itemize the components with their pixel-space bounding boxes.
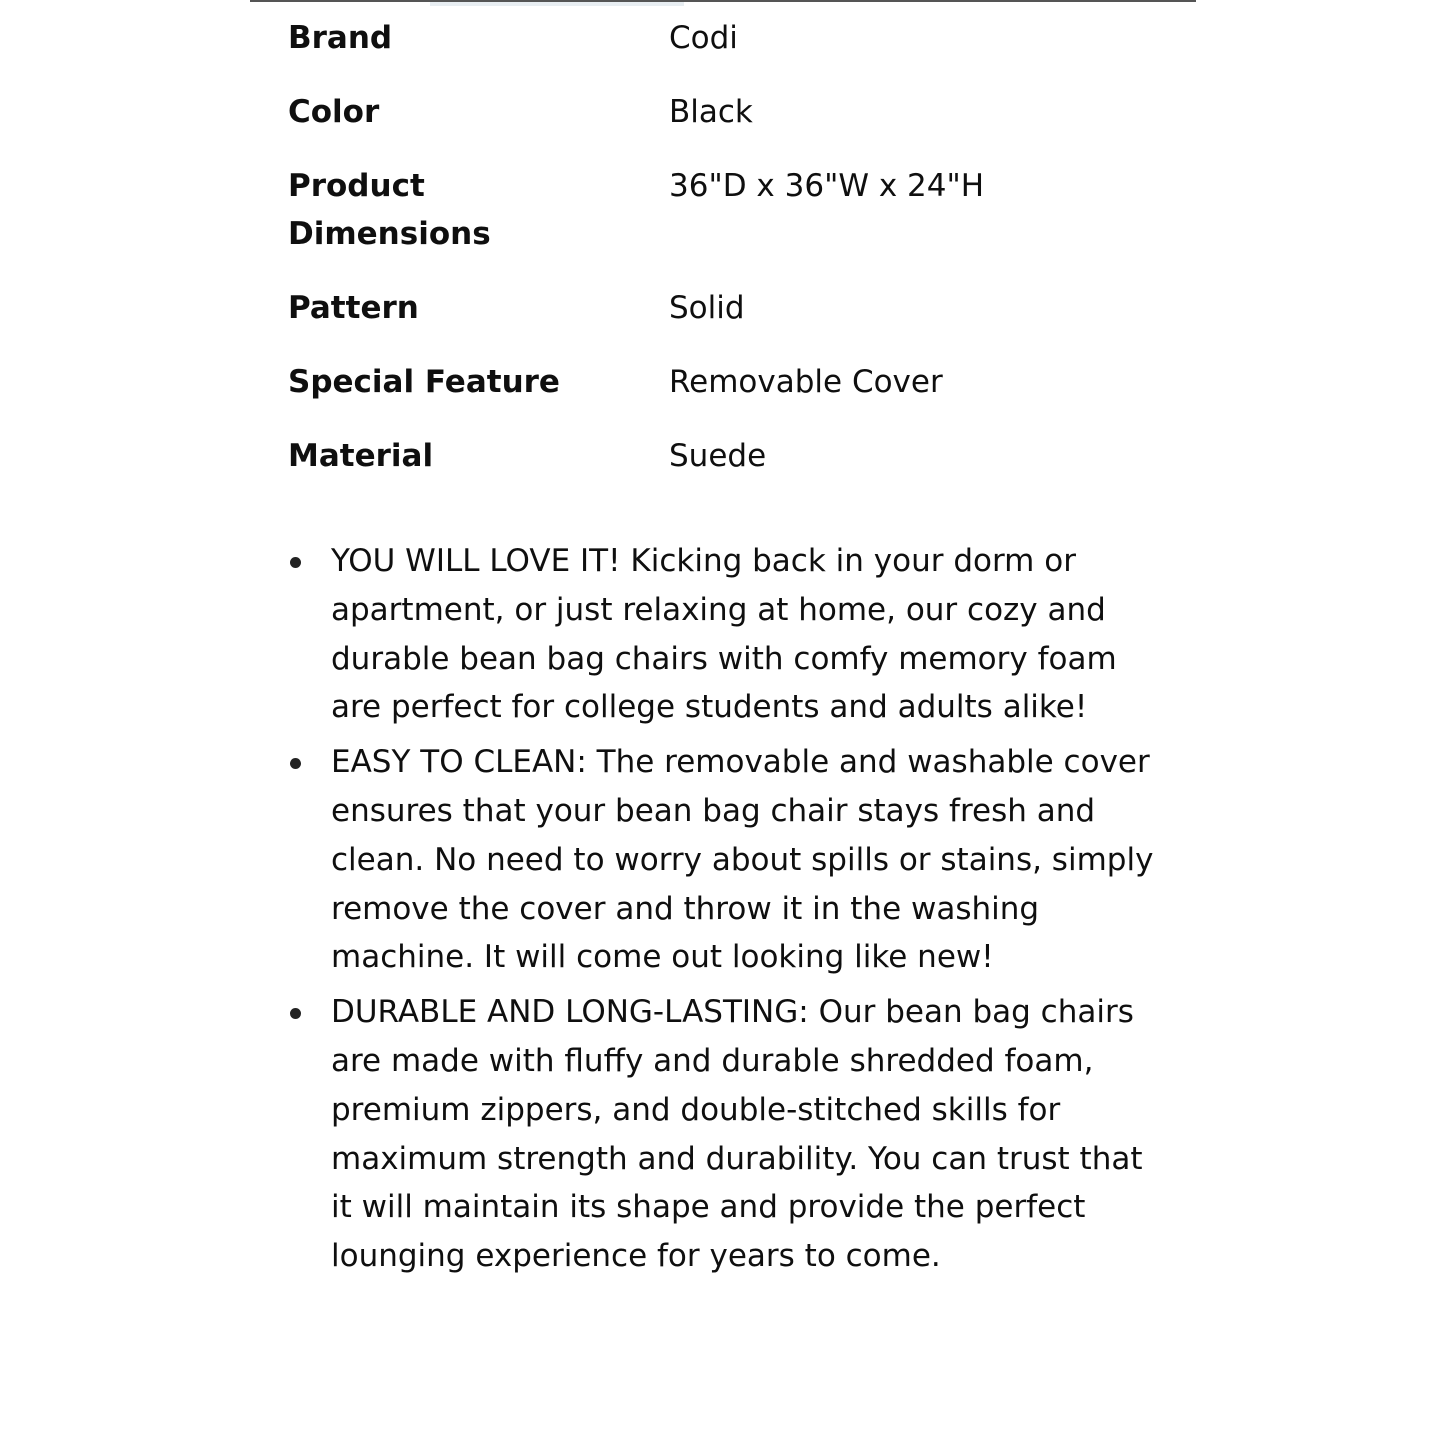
top-divider — [250, 0, 1196, 2]
spec-value: Codi — [669, 20, 738, 56]
spec-label: Pattern — [288, 290, 419, 326]
bullet-icon — [290, 758, 301, 769]
spec-row-special-feature — [288, 358, 1168, 406]
spec-row-material — [288, 432, 1168, 480]
about-this-item-list — [288, 537, 1168, 1287]
product-details-table — [288, 14, 1168, 506]
spec-value: 36"D x 36"W x 24"H — [669, 168, 985, 204]
list-item — [288, 738, 1168, 982]
bullet-text: EASY TO CLEAN: The removable and washable cover ensures that your bean bag chair stays fresh and clean. No need to worry about spills or stains, simply remove the cover and throw it in the washing machine. It will come out looking like new! — [331, 744, 1154, 976]
list-item — [288, 537, 1168, 732]
spec-row-dimensions — [288, 162, 1168, 258]
bullet-icon — [290, 557, 301, 568]
spec-value: Suede — [669, 438, 767, 474]
spec-row-pattern — [288, 284, 1168, 332]
spec-label: Color — [288, 94, 380, 130]
bullet-icon — [290, 1008, 301, 1019]
spec-value: Removable Cover — [669, 364, 943, 400]
bullet-text: YOU WILL LOVE IT! Kicking back in your dorm or apartment, or just relaxing at home, our cozy and durable bean bag chairs with comfy memory foam are perfect for college students and adults alike! — [331, 543, 1117, 726]
spec-label: Special Feature — [288, 364, 560, 400]
spec-value: Solid — [669, 290, 745, 326]
spec-label: Material — [288, 438, 434, 474]
bullet-text: DURABLE AND LONG-LASTING: Our bean bag chairs are made with fluffy and durable shredded foam, premium zippers, and double-stitched skills for maximum strength and durability. You can trust that it will maintain its shape and provide the perfect lounging experience for years to come. — [331, 994, 1143, 1275]
tab-indicator — [430, 2, 684, 6]
spec-value: Black — [669, 94, 753, 130]
spec-label: Product Dimensions — [288, 168, 491, 252]
spec-label: Brand — [288, 20, 393, 56]
spec-row-brand — [288, 14, 1168, 62]
list-item — [288, 988, 1168, 1281]
spec-row-color — [288, 88, 1168, 136]
